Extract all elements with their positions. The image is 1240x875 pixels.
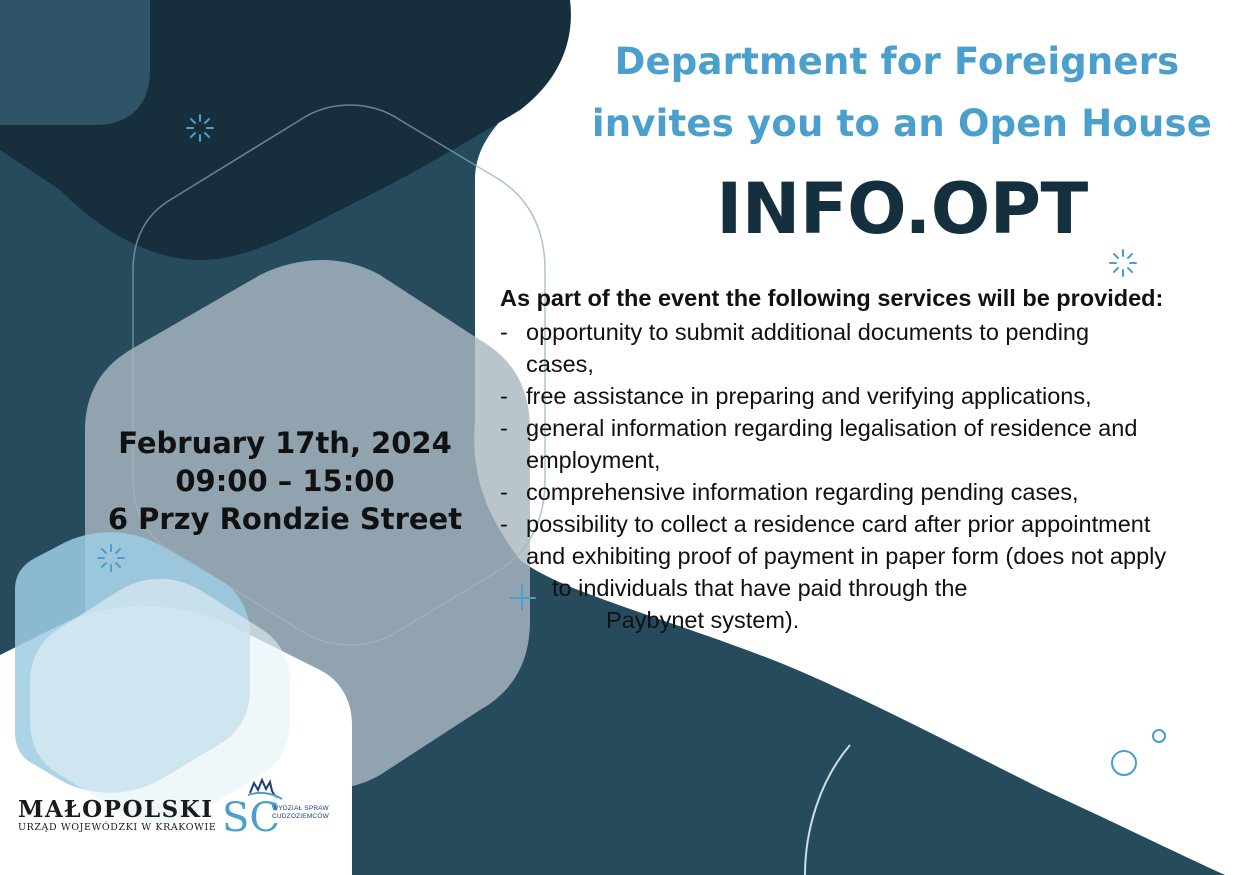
- list-item: [500, 508, 1240, 636]
- event-address: 6 Przy Rondzie Street: [107, 502, 463, 536]
- list-item-text: possibility to collect a residence card after prior appointment: [526, 511, 1151, 537]
- list-item-text: Paybynet system).: [606, 607, 800, 633]
- list-item-text: to individuals that have paid through the: [552, 575, 968, 601]
- list-item-text: cases,: [526, 351, 594, 377]
- department-logo-text: [272, 805, 329, 821]
- list-item-text: comprehensive information regarding pending cases,: [526, 479, 1079, 505]
- list-item: [500, 476, 1240, 508]
- list-item: [500, 316, 1240, 380]
- list-item-text: and exhibiting proof of payment in paper form (does not apply: [526, 543, 1167, 569]
- services-title: As part of the event the following services will be provided:: [500, 285, 1164, 311]
- event-details: [95, 424, 475, 538]
- slate-squircle: [0, 0, 150, 125]
- list-item: [500, 412, 1240, 476]
- services-list: [500, 316, 1240, 636]
- heading-line-1: Department for Foreigners: [614, 40, 1180, 83]
- malopolski-logo: [18, 796, 216, 833]
- malopolski-logo-name: MAŁOPOLSKI: [18, 796, 214, 823]
- department-logo-line2: CUDZOZIEMCÓW: [272, 813, 329, 820]
- event-time: 09:00 – 15:00: [175, 464, 395, 498]
- list-item: [500, 380, 1240, 412]
- list-item-text: employment,: [526, 447, 661, 473]
- sc-letters: SC: [222, 795, 281, 837]
- list-item-text: general information regarding legalisation of residence and: [526, 415, 1138, 441]
- services-section: [500, 282, 1240, 636]
- list-item-text: opportunity to submit additional documents to pending: [526, 319, 1090, 345]
- heading-line-2: invites you to an Open House: [591, 102, 1213, 145]
- event-date: February 17th, 2024: [118, 426, 452, 460]
- department-logo: [220, 775, 330, 837]
- malopolski-logo-subtitle: URZĄD WOJEWÓDZKI W KRAKOWIE: [18, 822, 217, 833]
- department-logo-line1: WYDZIAŁ SPRAW: [272, 805, 329, 812]
- event-brand-title: INFO.OPT: [716, 168, 1088, 250]
- list-item-text: free assistance in preparing and verifying applications,: [526, 383, 1092, 409]
